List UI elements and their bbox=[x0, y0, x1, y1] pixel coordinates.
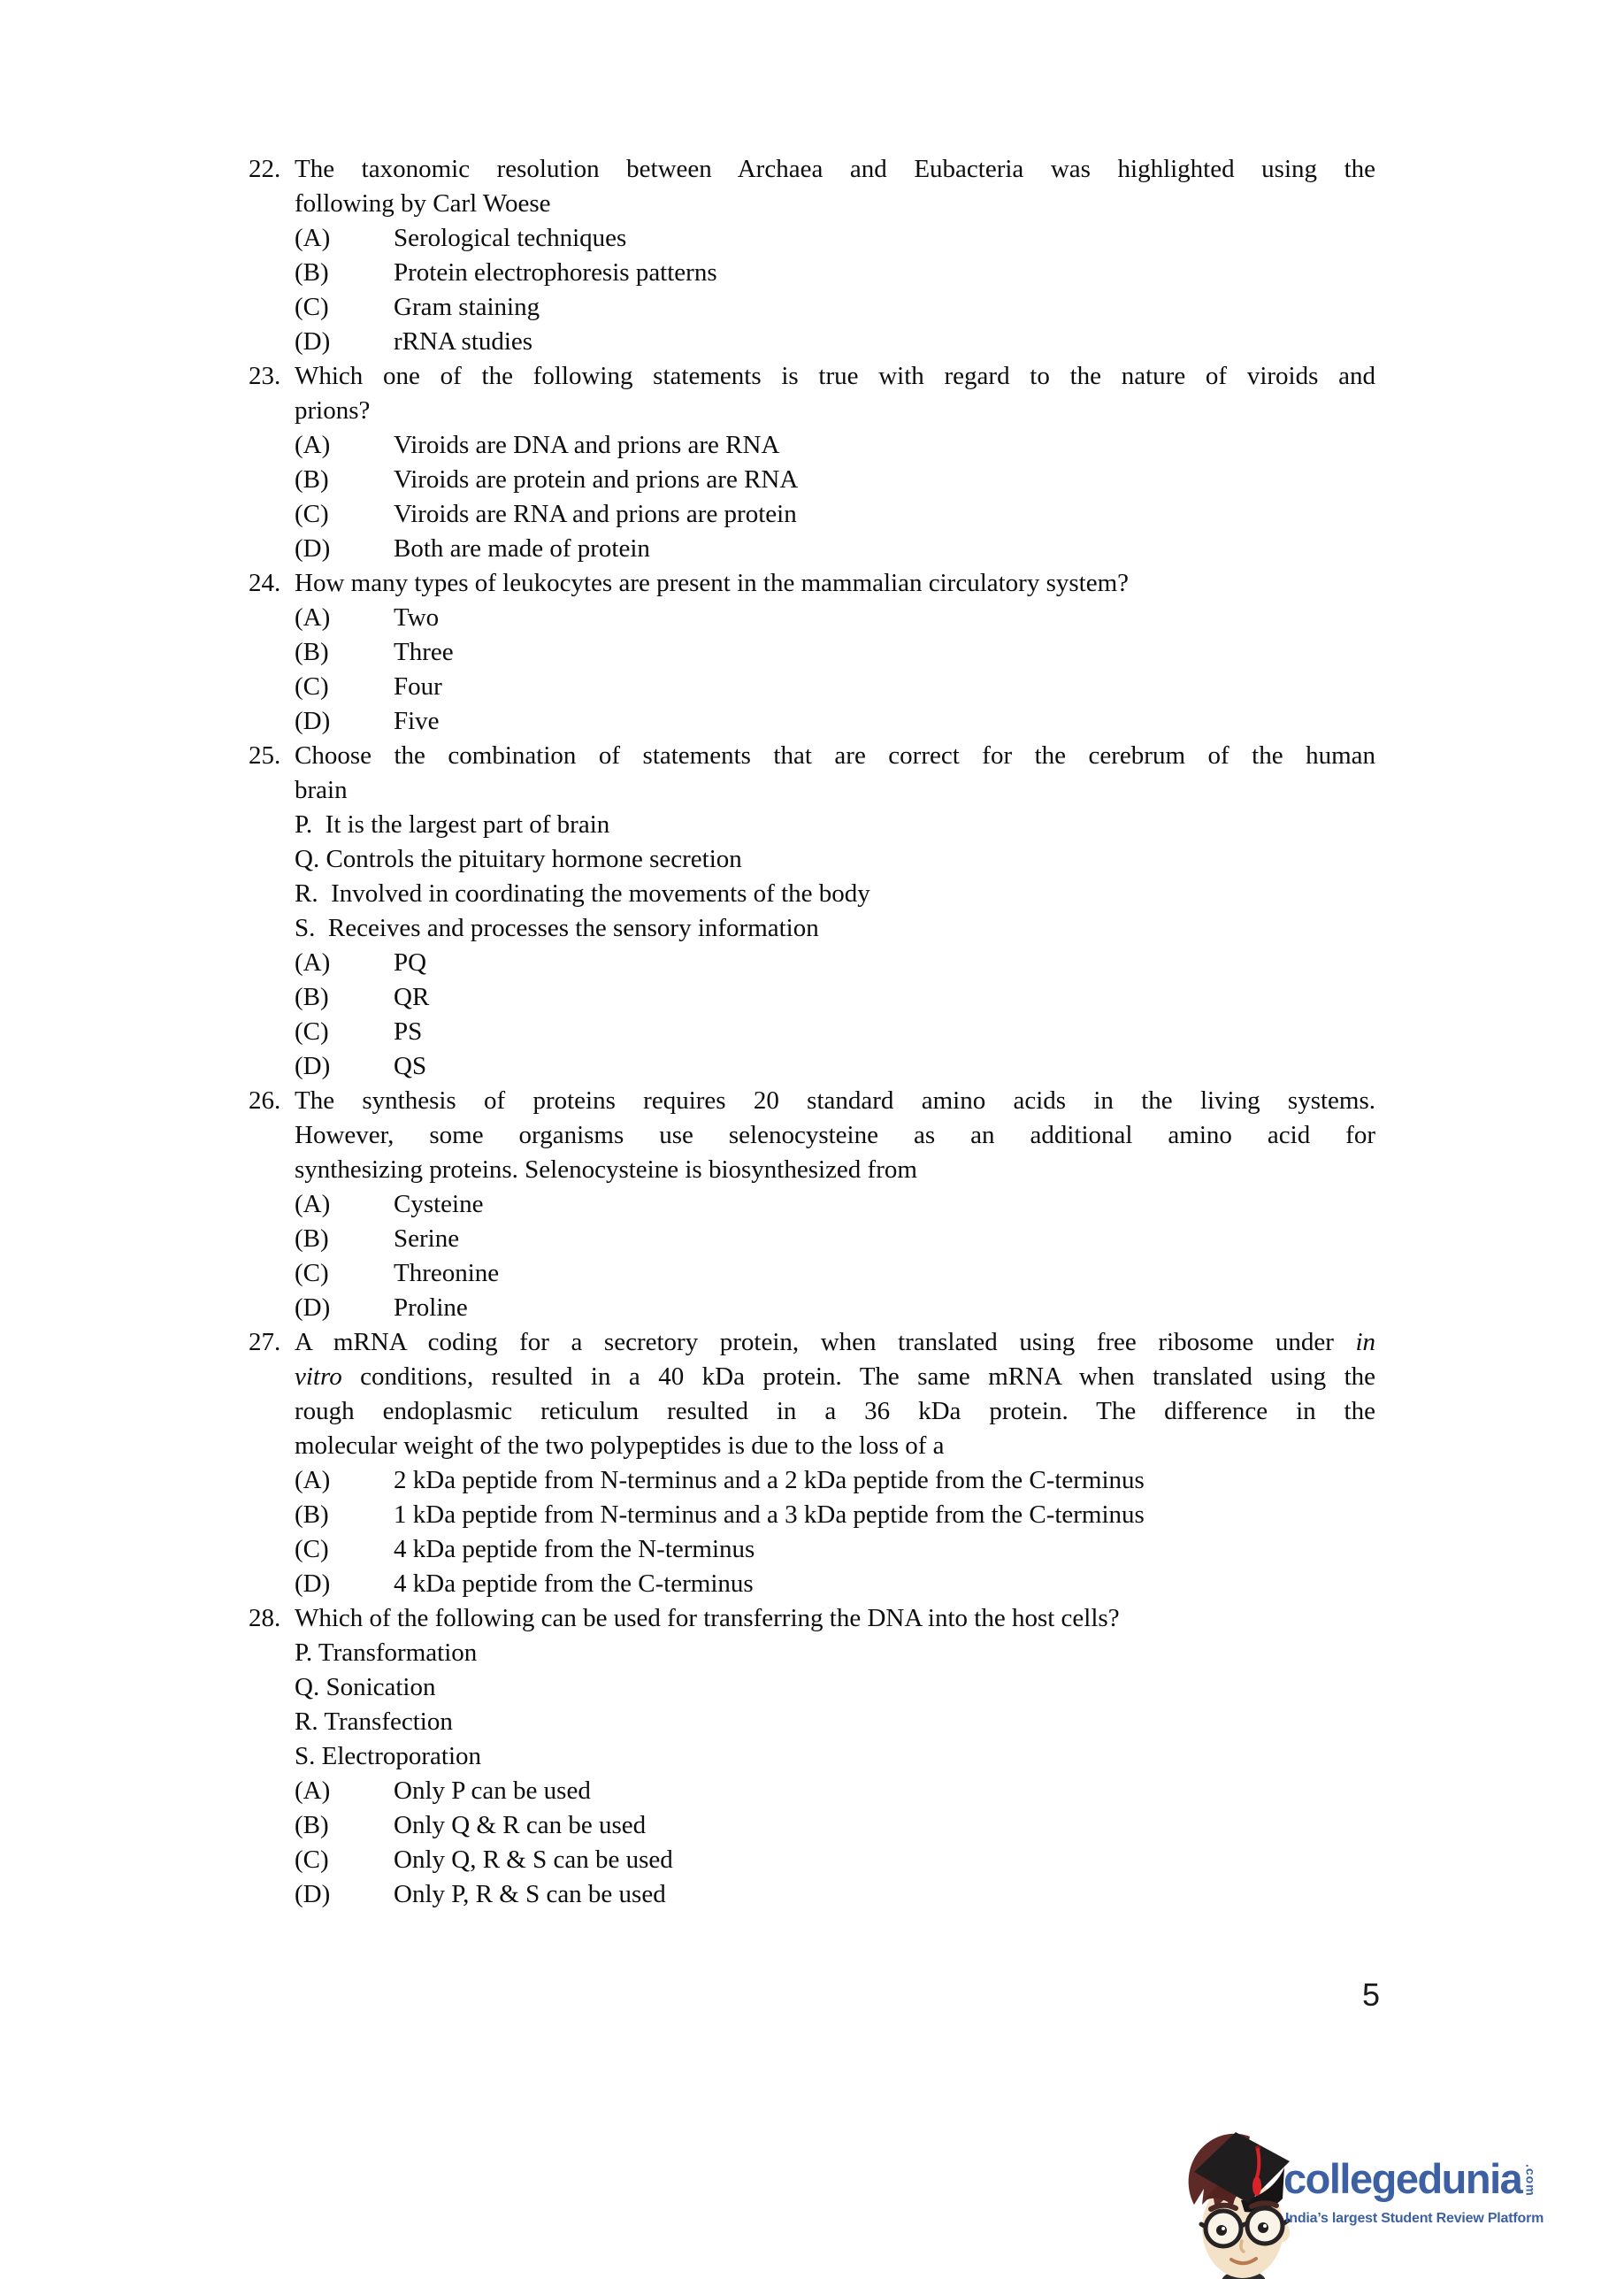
option-text: Proline bbox=[394, 1293, 468, 1322]
option-label: (A) bbox=[295, 603, 331, 632]
option-row bbox=[295, 428, 1375, 463]
question-line: vitro conditions, resulted in a 40 kDa protein. The same mRNA when translated using the bbox=[295, 1362, 1375, 1391]
option-row bbox=[295, 670, 1375, 704]
question-line: Which one of the following statements is true with regard to the nature of viroids and bbox=[295, 362, 1375, 390]
statement-list bbox=[295, 1636, 1375, 1774]
option-row bbox=[295, 1015, 1375, 1049]
option-list bbox=[295, 221, 1375, 359]
question-line: A mRNA coding for a secretory protein, when translated using free ribosome under in bbox=[295, 1328, 1375, 1356]
option-row bbox=[295, 1291, 1375, 1325]
question bbox=[249, 739, 1375, 1084]
option-text: QS bbox=[394, 1052, 427, 1080]
option-label: (A) bbox=[295, 1466, 331, 1494]
option-text: 1 kDa peptide from N-terminus and a 3 kDa peptide from the C-terminus bbox=[394, 1500, 1145, 1529]
option-text: 4 kDa peptide from the C-terminus bbox=[394, 1569, 754, 1598]
logo-text: collegedunia bbox=[1283, 2155, 1522, 2202]
question-line: brain bbox=[295, 776, 348, 804]
question bbox=[249, 359, 1375, 566]
statement: Q. Controls the pituitary hormone secretion bbox=[295, 845, 742, 873]
option-label: (A) bbox=[295, 1776, 331, 1805]
option-list bbox=[295, 946, 1375, 1084]
question-text bbox=[295, 1325, 1375, 1463]
option-row bbox=[295, 1567, 1375, 1601]
question-text bbox=[295, 739, 1375, 808]
option-text: Five bbox=[394, 707, 440, 735]
question-text bbox=[295, 1084, 1375, 1187]
question-number: 26. bbox=[249, 1086, 281, 1115]
option-label: (B) bbox=[295, 258, 329, 287]
option-text: Only P can be used bbox=[394, 1776, 591, 1805]
statement: Q. Sonication bbox=[295, 1673, 436, 1701]
question bbox=[249, 566, 1375, 739]
question bbox=[249, 152, 1375, 359]
option-label: (D) bbox=[295, 1569, 331, 1598]
option-text: Gram staining bbox=[394, 293, 540, 321]
option-label: (B) bbox=[295, 1224, 329, 1253]
option-label: (C) bbox=[295, 293, 329, 321]
option-text: Both are made of protein bbox=[394, 534, 650, 563]
question-line: rough endoplasmic reticulum resulted in a 36 kDa protein. The difference in the bbox=[295, 1397, 1375, 1425]
option-label: (B) bbox=[295, 638, 329, 666]
question-number: 24. bbox=[249, 569, 281, 597]
option-label: (D) bbox=[295, 1880, 331, 1908]
question-number: 28. bbox=[249, 1604, 281, 1632]
question-number: 25. bbox=[249, 741, 281, 770]
option-row bbox=[295, 635, 1375, 670]
option-text: Serological techniques bbox=[394, 224, 627, 252]
option-text: PQ bbox=[394, 948, 427, 977]
option-label: (D) bbox=[295, 534, 331, 563]
option-label: (C) bbox=[295, 1535, 329, 1563]
question-line: following by Carl Woese bbox=[295, 189, 551, 218]
option-row bbox=[295, 221, 1375, 256]
option-row bbox=[295, 1049, 1375, 1084]
option-text: Only Q & R can be used bbox=[394, 1811, 647, 1839]
question-line: The taxonomic resolution between Archaea and Eubacteria was highlighted using the bbox=[295, 155, 1375, 183]
option-row bbox=[295, 290, 1375, 325]
question-line: molecular weight of the two polypeptides is due to the loss of a bbox=[295, 1431, 945, 1460]
question-list bbox=[249, 152, 1375, 1912]
option-row bbox=[295, 325, 1375, 359]
option-text: Four bbox=[394, 672, 442, 701]
option-list bbox=[295, 1463, 1375, 1601]
option-row bbox=[295, 704, 1375, 739]
statement: S. Electroporation bbox=[295, 1742, 482, 1770]
option-text: Only P, R & S can be used bbox=[394, 1880, 666, 1908]
question-line: The synthesis of proteins requires 20 standard amino acids in the living systems. bbox=[295, 1086, 1375, 1115]
option-list bbox=[295, 1187, 1375, 1325]
option-label: (B) bbox=[295, 983, 329, 1011]
option-label: (D) bbox=[295, 1293, 331, 1322]
question-number: 23. bbox=[249, 362, 281, 390]
option-text: Two bbox=[394, 603, 440, 632]
page-number: 5 bbox=[1361, 1976, 1381, 2013]
logo-wordmark bbox=[1283, 2156, 1537, 2202]
option-label: (B) bbox=[295, 1500, 329, 1529]
question bbox=[249, 1084, 1375, 1325]
option-label: (C) bbox=[295, 500, 329, 528]
question-text bbox=[295, 1601, 1375, 1636]
option-row bbox=[295, 946, 1375, 980]
option-text: Cysteine bbox=[394, 1190, 484, 1218]
option-row bbox=[295, 256, 1375, 290]
question-line: Choose the combination of statements that are correct for the cerebrum of the human bbox=[295, 741, 1375, 770]
question-line: synthesizing proteins. Selenocysteine is biosynthesized from bbox=[295, 1155, 917, 1184]
option-label: (B) bbox=[295, 1811, 329, 1839]
question-line: However, some organisms use selenocysteine as an additional amino acid for bbox=[295, 1121, 1375, 1149]
statement: R. Transfection bbox=[295, 1707, 453, 1736]
option-text: rRNA studies bbox=[394, 327, 533, 356]
option-row bbox=[295, 1187, 1375, 1222]
option-row bbox=[295, 1498, 1375, 1532]
option-label: (D) bbox=[295, 1052, 331, 1080]
statement: P. It is the largest part of brain bbox=[295, 810, 610, 839]
option-row bbox=[295, 497, 1375, 532]
collegedunia-logo bbox=[1179, 2119, 1604, 2279]
option-text: Viroids are RNA and prions are protein bbox=[394, 500, 797, 528]
logo-tagline: India’s largest Student Review Platform bbox=[1285, 2211, 1544, 2226]
option-row bbox=[295, 463, 1375, 497]
option-text: Protein electrophoresis patterns bbox=[394, 258, 717, 287]
logo-domain-suffix: .com bbox=[1523, 2164, 1538, 2197]
option-text: QR bbox=[394, 983, 430, 1011]
statement: P. Transformation bbox=[295, 1638, 478, 1667]
option-text: Viroids are DNA and prions are RNA bbox=[394, 431, 780, 459]
option-label: (C) bbox=[295, 1259, 329, 1287]
statement: R. Involved in coordinating the movements of the body bbox=[295, 879, 870, 908]
option-row bbox=[295, 1463, 1375, 1498]
statement: S. Receives and processes the sensory information bbox=[295, 914, 819, 942]
option-list bbox=[295, 1774, 1375, 1912]
question-number: 27. bbox=[249, 1328, 281, 1356]
question-text bbox=[295, 152, 1375, 221]
option-label: (A) bbox=[295, 224, 331, 252]
option-label: (A) bbox=[295, 1190, 331, 1218]
option-text: Only Q, R & S can be used bbox=[394, 1845, 673, 1874]
question-line: Which of the following can be used for transferring the DNA into the host cells? bbox=[295, 1604, 1120, 1632]
option-text: Threonine bbox=[394, 1259, 500, 1287]
option-label: (C) bbox=[295, 672, 329, 701]
option-row bbox=[295, 1843, 1375, 1877]
question-line: prions? bbox=[295, 396, 371, 425]
option-row bbox=[295, 1256, 1375, 1291]
option-row bbox=[295, 601, 1375, 635]
option-row bbox=[295, 1222, 1375, 1256]
option-label: (C) bbox=[295, 1017, 329, 1046]
option-text: 4 kDa peptide from the N-terminus bbox=[394, 1535, 755, 1563]
option-row bbox=[295, 1532, 1375, 1567]
statement-list bbox=[295, 808, 1375, 946]
question-line: How many types of leukocytes are present in the mammalian circulatory system? bbox=[295, 569, 1130, 597]
option-row bbox=[295, 1774, 1375, 1808]
question bbox=[249, 1601, 1375, 1912]
option-row bbox=[295, 1808, 1375, 1843]
option-row bbox=[295, 1877, 1375, 1912]
question-text bbox=[295, 359, 1375, 428]
option-row bbox=[295, 980, 1375, 1015]
question bbox=[249, 1325, 1375, 1601]
option-label: (D) bbox=[295, 327, 331, 356]
option-label: (D) bbox=[295, 707, 331, 735]
option-list bbox=[295, 428, 1375, 566]
option-label: (A) bbox=[295, 431, 331, 459]
option-text: Three bbox=[394, 638, 454, 666]
option-text: Serine bbox=[394, 1224, 460, 1253]
option-label: (B) bbox=[295, 465, 329, 494]
option-text: 2 kDa peptide from N-terminus and a 2 kDa peptide from the C-terminus bbox=[394, 1466, 1145, 1494]
option-label: (A) bbox=[295, 948, 331, 977]
question-text bbox=[295, 566, 1375, 601]
option-row bbox=[295, 532, 1375, 566]
option-label: (C) bbox=[295, 1845, 329, 1874]
question-number: 22. bbox=[249, 155, 281, 183]
option-text: PS bbox=[394, 1017, 423, 1046]
option-text: Viroids are protein and prions are RNA bbox=[394, 465, 799, 494]
option-list bbox=[295, 601, 1375, 739]
